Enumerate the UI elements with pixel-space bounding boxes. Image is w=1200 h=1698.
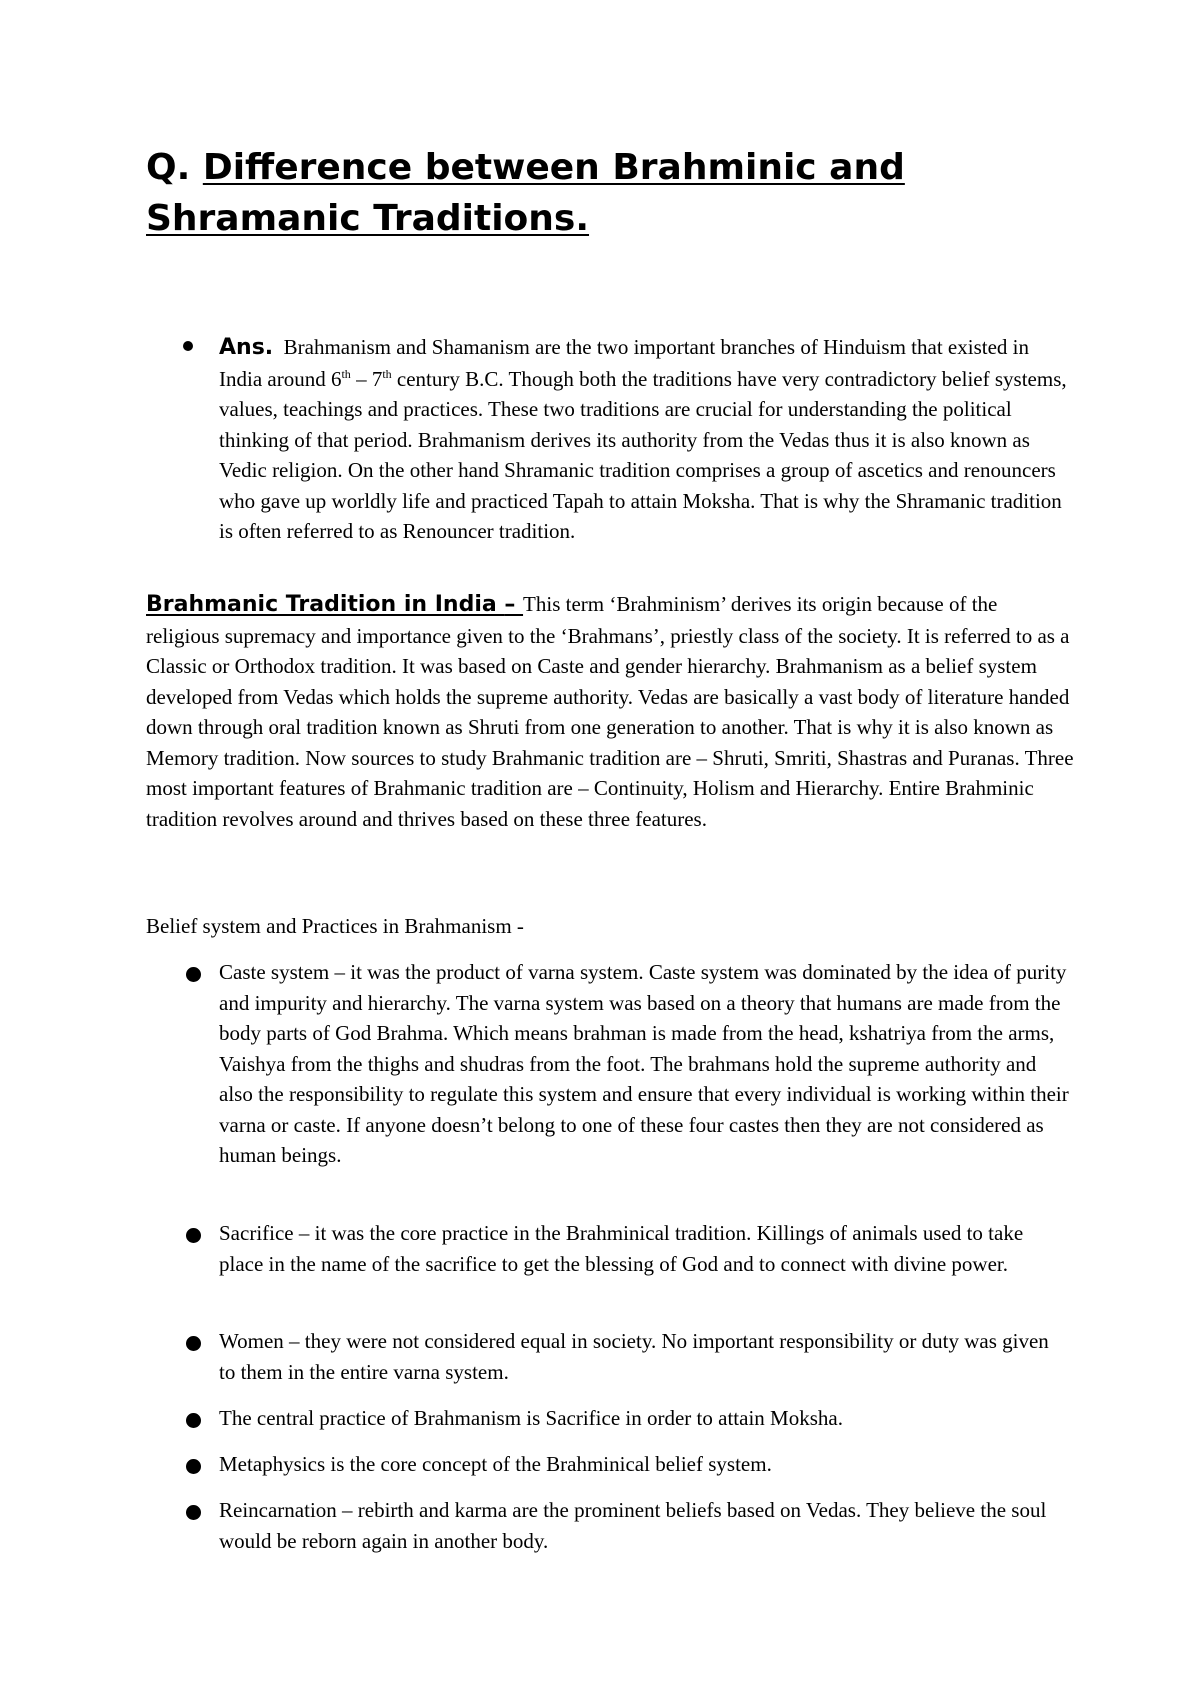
list-item — [219, 1326, 1069, 1387]
title-line-1: Difference between Brahminic and — [202, 147, 905, 188]
answer-paragraph — [219, 332, 1069, 547]
answer-sup-1: th — [341, 366, 351, 381]
list-item-text: Metaphysics is the core concept of the Brahminical belief system. — [219, 1452, 772, 1476]
section-heading-dash: – — [504, 592, 524, 617]
section-heading-text: Brahmanic Tradition in India — [146, 592, 505, 617]
answer-label: Ans. — [219, 335, 274, 360]
list-item-text: Reincarnation – rebirth and karma are the prominent beliefs based on Vedas. They believe the soul would be reborn again in another body. — [219, 1498, 1047, 1553]
list-item — [219, 1403, 1069, 1434]
list-item-text: Caste system – it was the product of varna system. Caste system was dominated by the idea of purity and impurity and hierarchy. The varna system was based on a theory that humans are made from the body parts of God Brahma. Which means brahman is made from the head, kshatriya from the arms, Vaishya from the thighs and shudras from the foot. The brahmans hold the supreme authority and also the responsibility to regulate this system and ensure that every individual is working within their varna or caste. If anyone doesn’t belong to one of these four castes then they are not considered as human beings. — [219, 960, 1069, 1167]
list-item-text: Sacrifice – it was the core practice in the Brahminical tradition. Killings of animals used to take place in the name of the sacrifice to get the blessing of God and to connect with divine power. — [219, 1221, 1024, 1276]
title-line-2: Shramanic Traditions. — [146, 198, 590, 239]
bullet-icon — [186, 1228, 201, 1243]
answer-text-3: century B.C. Though both the traditions have very contradictory belief systems, values, teachings and practices. These two traditions are crucial for understanding the political thinking of that period. Brahmanism derives its authority from the Vedas thus it is also known as Vedic religion. On the other hand Shramanic tradition comprises a group of ascetics and renouncers who gave up worldly life and practiced Tapah to attain Moksha. That is why the Shramanic tradition is often referred to as Renouncer tradition. — [219, 366, 1067, 543]
section-heading — [146, 592, 523, 617]
list-item — [219, 1218, 1069, 1279]
title-prefix: Q. — [146, 147, 203, 188]
answer-text-1: Brahmanism and Shamanism are the two important branches of Hinduism that existed in India around 6 — [219, 335, 1029, 391]
answer-text-2: – 7 — [350, 366, 383, 391]
page-title — [146, 142, 1046, 244]
list-item-text: The central practice of Brahmanism is Sacrifice in order to attain Moksha. — [219, 1406, 843, 1430]
list-item — [219, 1495, 1069, 1556]
answer-sup-2: th — [382, 366, 392, 381]
bullet-icon — [186, 1459, 201, 1474]
list-item — [219, 1449, 1069, 1480]
section-body: This term ‘Brahminism’ derives its origin because of the religious supremacy and importance given to the ‘Brahmans’, priestly class of the society. It is referred to as a Classic or Orthodox tradition. It was based on Caste and gender hierarchy. Brahmanism as a belief system developed from Vedas which holds the supreme authority. Vedas are basically a vast body of literature handed down through oral tradition known as Shruti from one generation to another. That is why it is also known as Memory tradition. Now sources to study Brahmanic tradition are – Shruti, Smriti, Shastras and Puranas. Three most important features of Brahmanic tradition are – Continuity, Holism and Hierarchy. Entire Brahminic tradition revolves around and thrives based on these three features. — [146, 592, 1074, 831]
answer-bullet-icon — [183, 341, 193, 351]
brahmanic-section-paragraph — [146, 589, 1076, 834]
belief-heading: Belief system and Practices in Brahmanism - — [146, 914, 524, 938]
bullet-icon — [186, 1413, 201, 1428]
list-item — [219, 957, 1069, 1171]
list-item-text: Women – they were not considered equal in society. No important responsibility or duty was given to them in the entire varna system. — [219, 1329, 1049, 1384]
bullet-icon — [186, 967, 201, 982]
bullet-icon — [186, 1505, 201, 1520]
bullet-icon — [186, 1336, 201, 1351]
